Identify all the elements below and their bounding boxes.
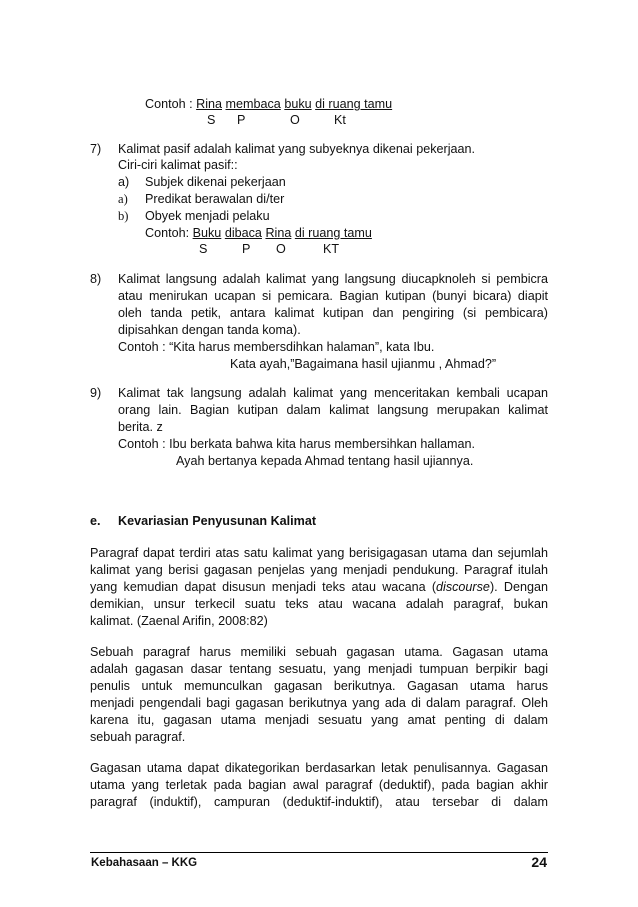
paragraph-line: kalimat. (Zaenal Arifin, 2008:82) <box>90 614 268 628</box>
list-marker: b) <box>118 209 129 223</box>
text-segment: ). Dengan <box>489 580 548 594</box>
list-item: Obyek menjadi pelaku <box>145 209 270 223</box>
paragraph-line: Kalimat tak langsung adalah kalimat yang menceritakan kembali ucapan <box>118 386 548 400</box>
label-kt: KT <box>323 242 340 256</box>
paragraph-line: orang lain. Bagian kutipan dalam kalimat langsung merupakan kalimat <box>118 403 548 417</box>
paragraph-line: Sebuah paragraf harus memiliki sebuah gagasan utama. Gagasan utama <box>90 645 548 659</box>
example-direct-2: Kata ayah,”Bagaimana hasil ujianmu , Ahmad?” <box>230 357 497 371</box>
paragraph-line: adalah gagasan dasar tentang sesuatu, yang menjadi tumpuan berpikir bagi <box>90 662 548 676</box>
list-item: Subjek dikenai pekerjaan <box>145 175 286 189</box>
section-title: Kevariasian Penyusunan Kalimat <box>118 514 317 528</box>
item-text: Kalimat pasif adalah kalimat yang subyeknya dikenai pekerjaan. <box>118 142 476 156</box>
example-label: Contoh: <box>145 226 193 240</box>
paragraph-line: kalimat yang berisi gagasan penjelas yang menjadi pendukung. Paragraf itulah <box>90 563 548 577</box>
footer-title: Kebahasaan – KKG <box>91 857 198 869</box>
paragraph-line: penulis untuk memunculkan gagasan berikutnya. Gagasan utama harus <box>90 679 548 693</box>
word-predicate: membaca <box>225 97 281 111</box>
example-passive-sentence <box>145 225 372 242</box>
label-s: S <box>199 242 208 256</box>
paragraph-line: Gagasan utama dapat dikategorikan berdasarkan letak penulisannya. Gagasan <box>90 761 548 775</box>
word-predicate: dibaca <box>224 226 262 240</box>
label-p: P <box>242 242 251 256</box>
criteria-heading: Ciri-ciri kalimat pasif:: <box>118 158 238 172</box>
paragraph-line: sebuah paragraf. <box>90 730 186 744</box>
paragraph-line: berita. z <box>118 420 163 434</box>
paragraph-line: menjadi pengendali bagi gagasan berikutnya yang ada di dalam paragraf. Oleh <box>90 696 548 710</box>
word-adverb: di ruang tamu <box>315 97 393 111</box>
label-s: S <box>207 113 216 127</box>
example-active-sentence <box>145 96 392 113</box>
word-subject: Buku <box>192 226 222 240</box>
list-marker: a) <box>118 192 128 206</box>
footer-divider <box>90 852 548 853</box>
label-o: O <box>290 113 300 127</box>
paragraph-line: utama yang terletak pada bagian awal paragraf (deduktif), pada bagian akhir <box>90 778 548 792</box>
example-indirect-1: Contoh : Ibu berkata bahwa kita harus membersihkan hallaman. <box>118 437 476 451</box>
paragraph-line <box>90 579 548 596</box>
paragraph-line: demikian, unsur terkecil suatu teks atau wacana adalah paragraf, bukan <box>90 597 548 611</box>
paragraph-line: Kalimat langsung adalah kalimat yang langsung diucapknoleh si pembicra <box>118 272 548 286</box>
paragraph-line: atau menirukan ucapan si pemicara. Bagian kutipan (bunyi bicara) diapit <box>118 289 548 303</box>
label-kt: Kt <box>334 113 346 127</box>
example-indirect-2: Ayah bertanya kepada Ahmad tentang hasil ujiannya. <box>176 454 474 468</box>
label-o: O <box>276 242 286 256</box>
item-number: 9) <box>90 386 102 400</box>
list-marker: a) <box>118 175 130 189</box>
label-p: P <box>237 113 246 127</box>
word-object: buku <box>284 97 312 111</box>
example-direct-1: Contoh : “Kita harus membersdihkan halaman”, kata Ibu. <box>118 340 435 354</box>
list-item: Predikat berawalan di/ter <box>145 192 285 206</box>
section-letter: e. <box>90 514 101 528</box>
paragraph-line: oleh tanda petik, antara kalimat kutipan dan pengiring (si pembicara) <box>118 306 548 320</box>
item-number: 8) <box>90 272 102 286</box>
paragraph-line: paragraf (induktif), campuran (deduktif-induktif), atau tersebar di dalam <box>90 795 548 809</box>
paragraph-line: karena itu, gagasan utama menjadi sesuatu yang amat penting di dalam <box>90 713 548 727</box>
word-object: Rina <box>265 226 292 240</box>
paragraph-line: Paragraf dapat terdiri atas satu kalimat yang berisigagasan utama dan sejumlah <box>90 546 548 560</box>
text-segment: yang kemudian dapat disusun menjadi teks atau wacana ( <box>90 580 437 594</box>
word-subject: Rina <box>196 97 223 111</box>
item-number: 7) <box>90 142 102 156</box>
example-label: Contoh : <box>145 97 197 111</box>
word-adverb: di ruang tamu <box>294 226 372 240</box>
paragraph-line: dipisahkan dengan tanda koma). <box>118 323 301 337</box>
italic-term: discourse <box>436 580 490 594</box>
page-number: 24 <box>531 854 547 870</box>
